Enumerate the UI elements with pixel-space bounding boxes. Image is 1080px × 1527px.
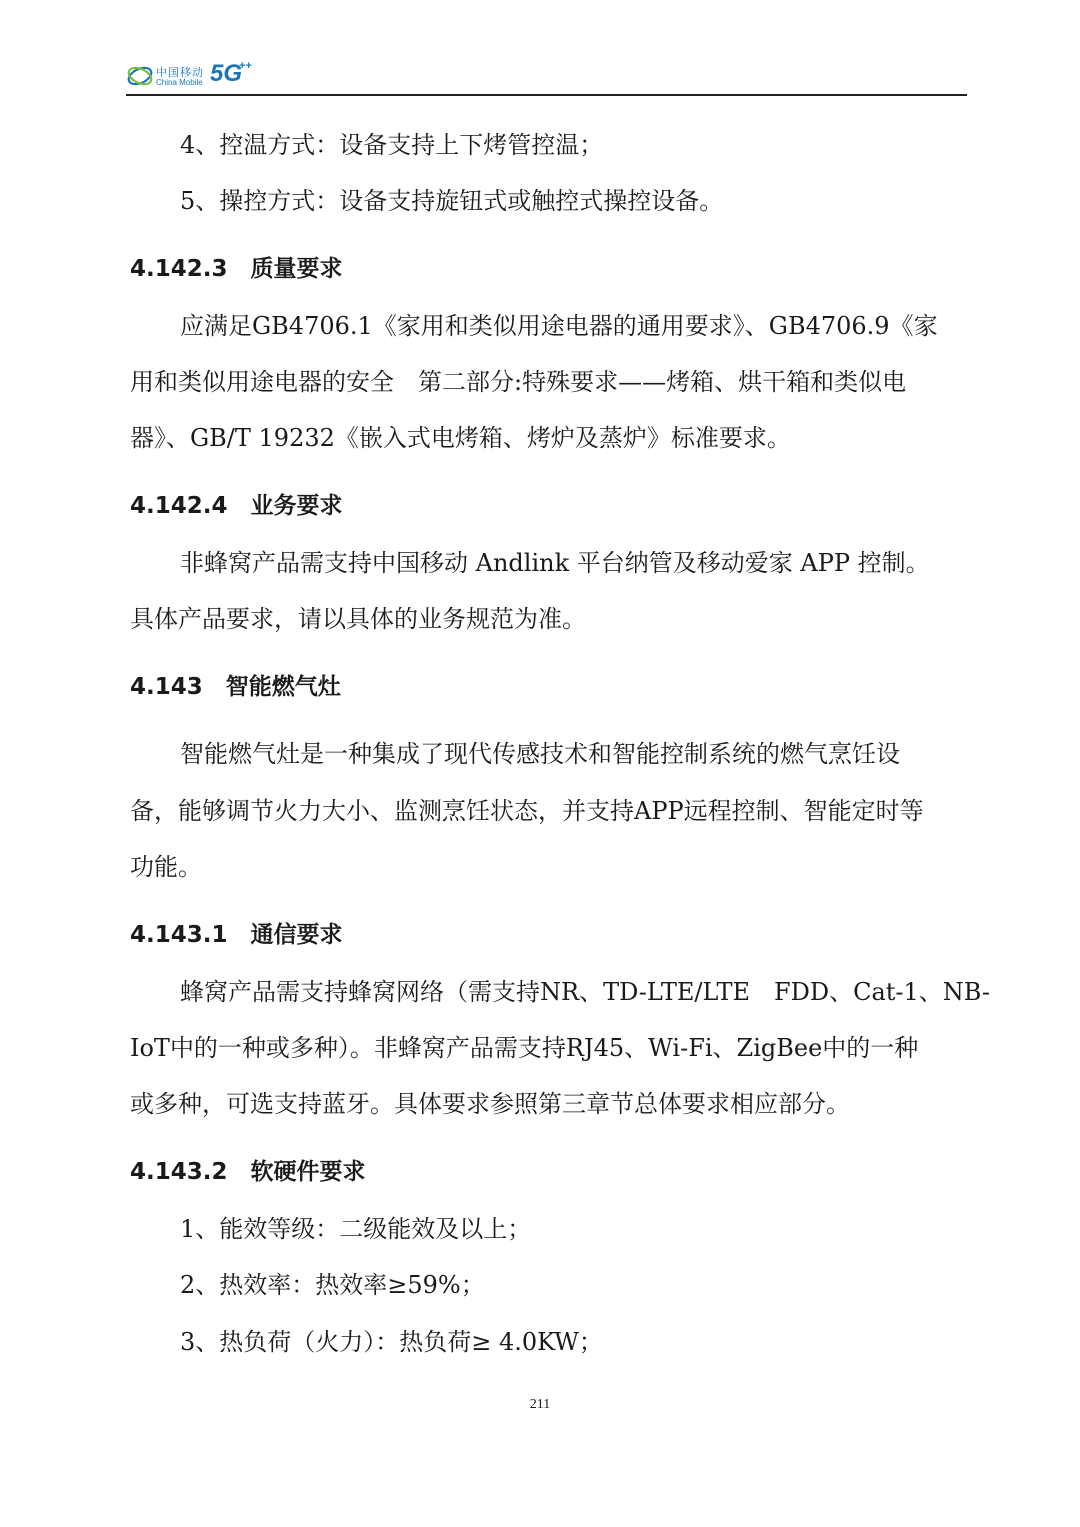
header-divider <box>126 94 967 96</box>
china-mobile-logo <box>126 60 266 94</box>
logo-5g: 5G <box>210 60 243 87</box>
section-heading: 4.143.1 通信要求 <box>130 922 343 948</box>
section-heading: 4.142.4 业务要求 <box>130 493 343 519</box>
page-header <box>126 58 967 96</box>
paragraph-line: 非蜂窝产品需支持中国移动 Andlink 平台纳管及移动爱家 APP 控制。 <box>180 549 930 577</box>
china-mobile-emblem-icon <box>126 62 154 90</box>
list-item: 5、操控方式：设备支持旋钮式或触控式操控设备。 <box>180 187 724 215</box>
paragraph-line: 用和类似用途电器的安全 第二部分:特殊要求——烤箱、烘干箱和类似电 <box>130 368 907 396</box>
paragraph-line: IoT中的一种或多种）。非蜂窝产品需支持RJ45、Wi-Fi、ZigBee中的一种 <box>130 1034 919 1062</box>
paragraph-line: 蜂窝产品需支持蜂窝网络（需支持NR、TD-LTE/LTE FDD、Cat-1、NB- <box>180 978 990 1006</box>
section-heading: 4.143 智能燃气灶 <box>130 674 341 700</box>
section-heading: 4.143.2 软硬件要求 <box>130 1159 366 1185</box>
paragraph-line: 应满足GB4706.1《家用和类似用途电器的通用要求》、GB4706.9《家 <box>180 312 938 340</box>
paragraph-line: 器》、GB/T 19232《嵌入式电烤箱、烤炉及蒸炉》标准要求。 <box>130 424 791 452</box>
paragraph-line: 智能燃气灶是一种集成了现代传感技术和智能控制系统的燃气烹饪设 <box>180 740 900 768</box>
logo-text-cn: 中国移动 <box>156 66 204 79</box>
paragraph-line: 具体产品要求，请以具体的业务规范为准。 <box>130 605 586 633</box>
paragraph-line: 备，能够调节火力大小、监测烹饪状态，并支持APP远程控制、智能定时等 <box>130 797 924 825</box>
page-number: 211 <box>529 1397 551 1412</box>
list-item: 4、控温方式：设备支持上下烤管控温； <box>180 131 604 159</box>
list-item: 2、热效率：热效率≥59%； <box>180 1271 485 1299</box>
list-item: 1、能效等级：二级能效及以上； <box>180 1215 532 1243</box>
paragraph-line: 或多种，可选支持蓝牙。具体要求参照第三章节总体要求相应部分。 <box>130 1090 850 1118</box>
logo-text-en: China Mobile <box>156 78 203 87</box>
logo-5g-plus: ++ <box>239 60 252 72</box>
list-item: 3、热负荷（火力）：热负荷≥ 4.0KW； <box>180 1328 603 1356</box>
section-heading: 4.142.3 质量要求 <box>130 256 343 282</box>
paragraph-line: 功能。 <box>130 853 202 881</box>
